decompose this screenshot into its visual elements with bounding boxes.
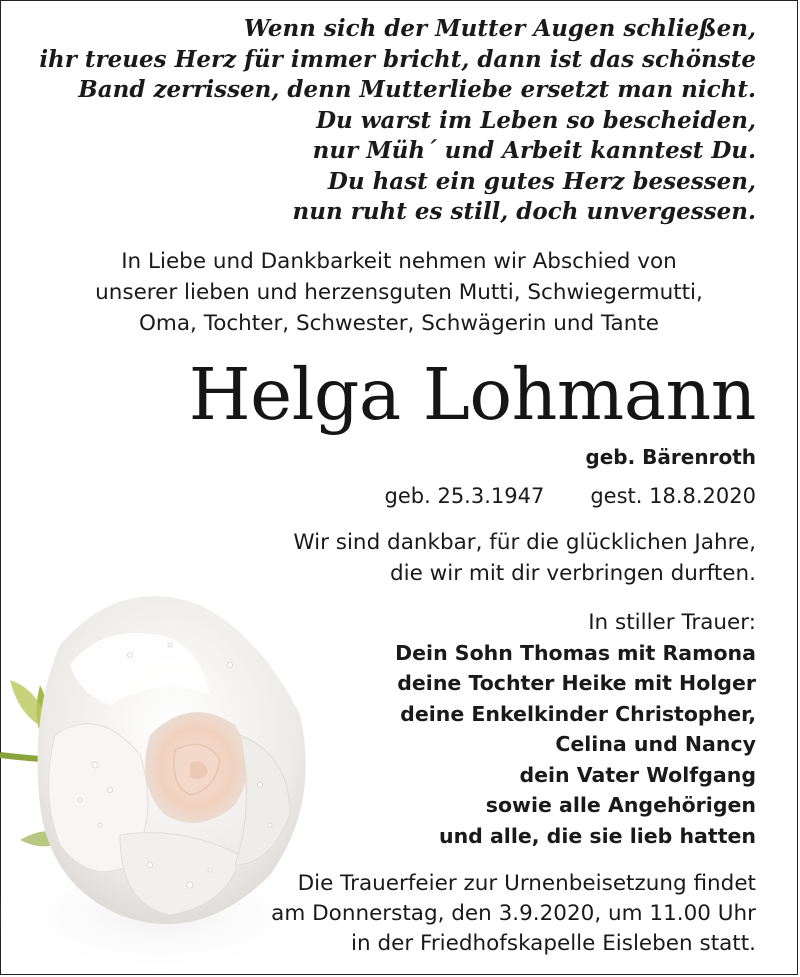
funeral-line: am Donnerstag, den 3.9.2020, um 11.00 Uhr bbox=[271, 901, 756, 926]
poem-line: Du warst im Leben so bescheiden, bbox=[316, 106, 756, 134]
poem-line: Du hast ein gutes Herz besessen, bbox=[327, 167, 756, 195]
funeral-info bbox=[36, 869, 756, 959]
poem-line: nun ruht es still, doch unvergessen. bbox=[292, 198, 756, 225]
maiden-name: geb. Bärenroth bbox=[585, 444, 756, 469]
intro-line: Oma, Tochter, Schwester, Schwägerin und Tante bbox=[139, 310, 659, 336]
poem-line: Band zerrissen, denn Mutterliebe ersetzt man nicht. bbox=[78, 76, 756, 103]
mourner-line: sowie alle Angehörigen bbox=[485, 793, 756, 817]
farewell-intro bbox=[36, 246, 756, 339]
intro-line: In Liebe und Dankbarkeit nehmen wir Abschied von bbox=[121, 248, 677, 274]
mourner-line: dein Vater Wolfgang bbox=[519, 762, 756, 787]
mourner-line: deine Tochter Heike mit Holger bbox=[397, 671, 756, 695]
mourner-line: Dein Sohn Thomas mit Ramona bbox=[395, 640, 756, 665]
thanks-line: die wir mit dir verbringen durften. bbox=[389, 560, 756, 586]
deceased-name: Helga Lohmann bbox=[188, 352, 756, 436]
thanks-line: Wir sind dankbar, für die glücklichen Jahre, bbox=[293, 529, 756, 555]
mourner-line: und alle, die sie lieb hatten bbox=[438, 823, 756, 848]
poem-line: ihr treues Herz für immer bricht, dann ist das schönste bbox=[39, 45, 756, 73]
poem-line: nur Müh´ und Arbeit kanntest Du. bbox=[312, 137, 756, 164]
death-date: gest. 18.8.2020 bbox=[590, 483, 756, 508]
birth-date: geb. 25.3.1947 bbox=[384, 483, 545, 508]
obituary-text bbox=[36, 14, 756, 959]
funeral-line: in der Friedhofskapelle Eisleben statt. bbox=[351, 931, 756, 956]
intro-line: unserer lieben und herzensguten Mutti, Schwiegermutti, bbox=[95, 279, 703, 305]
mourner-line: Celina und Nancy bbox=[555, 732, 756, 756]
mourner-line: deine Enkelkinder Christopher, bbox=[400, 701, 756, 726]
gratitude-text bbox=[36, 527, 756, 589]
mourning-heading: In stiller Trauer: bbox=[588, 609, 756, 635]
funeral-line: Die Trauerfeier zur Urnenbeisetzung findet bbox=[297, 871, 756, 896]
poem-line: Wenn sich der Mutter Augen schließen, bbox=[243, 15, 756, 42]
mourners-list bbox=[36, 638, 756, 852]
life-dates bbox=[36, 481, 756, 511]
poem bbox=[36, 14, 756, 228]
